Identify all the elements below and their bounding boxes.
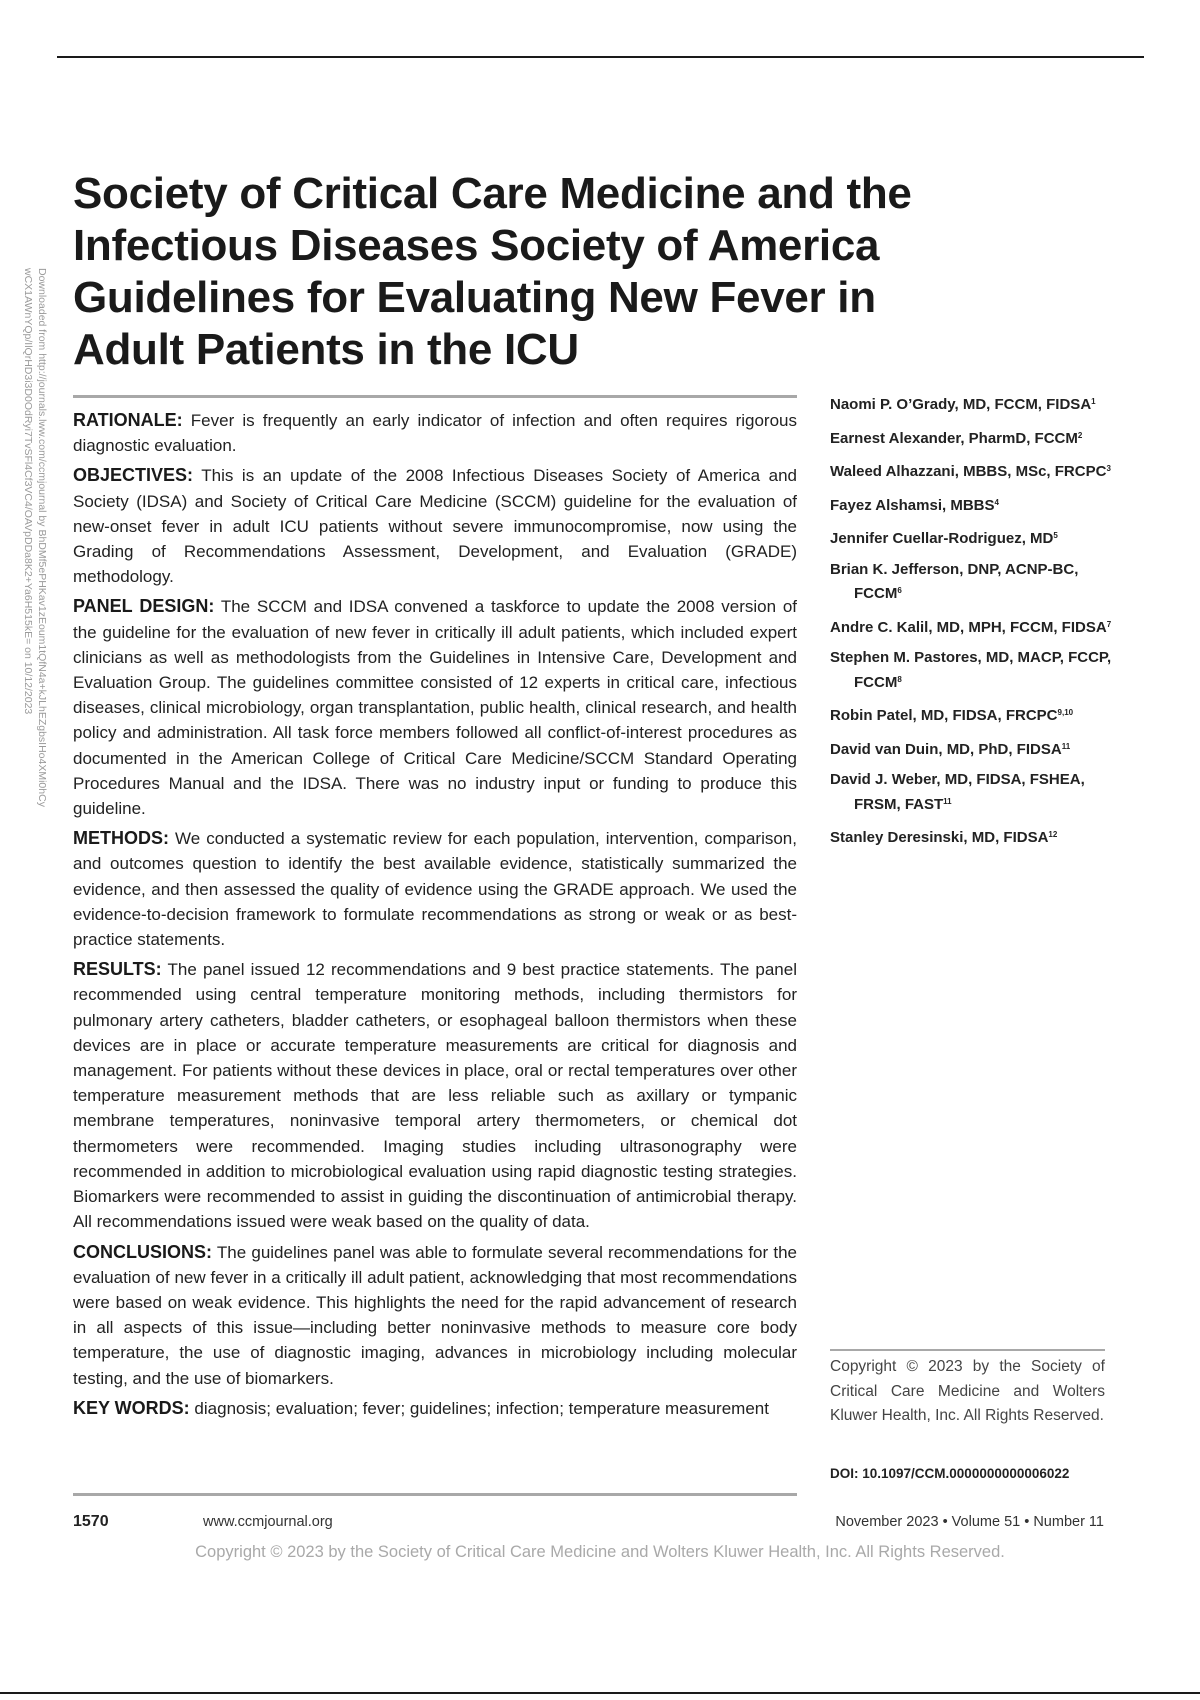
author-name: Jennifer Cuellar-Rodriguez, MD [830,530,1054,547]
watermark-line-1: Downloaded from http://journals.lww.com/ccmjournal by BhDMf5ePHKav1zEoum1tQfN4a+kJLhEZgbsIHo4XMi0hCy [36,268,48,807]
copyright-notice: Copyright © 2023 by the Society of Critical Care Medicine and Wolters Kluwer Health, Inc. All Rights Reserved. [830,1358,1105,1424]
author-name: Stanley Deresinski, MD, FIDSA [830,829,1049,846]
abstract-objectives [73,463,797,589]
author [830,736,1120,761]
author-name: Fayez Alshamsi, MBBS [830,496,995,514]
abstract-text: The SCCM and IDSA convened a taskforce to update the 2008 version of the guideline for the evaluation of new fever in critically ill adult patients, which included expert clinicians as well as methodologists from the Guidelines in Intensive Care, Development and Evaluation Group. The guidelines committee consisted of 12 experts in critical care, infectious diseases, clinical microbiology, organ transplantation, public health, clinical research, and health policy and administration. All task force members followed all conflict-of-interest procedures as documented in the American College of Critical Care Medicine/SCCM Standard Operating Procedures Manual and the IDSA. There was no industry input or funding to produce this guideline. [73,597,797,819]
abstract-label: OBJECTIVES: [73,465,194,486]
abstract [73,408,797,1426]
abstract-label: PANEL DESIGN: [73,596,215,617]
author-affiliation: 12 [1048,830,1058,839]
abstract-label: RESULTS: [73,959,162,980]
author-name: David van Duin, MD, PhD, FIDSA [830,740,1062,758]
author [830,769,1120,815]
watermark-line-2: wCX1AWnYQp/IlQrHD3i3D0OdRyi7TvSFl4Cf3VC4/OAVpDDa8K2+Ya6H515kE= on 10/12/2023 [22,268,34,715]
abstract-text: The guidelines panel was able to formulate several recommendations for the evaluation of new fever in a critically ill adult patient, acknowledging that most recommendations were based on weak evidence. This highlights the need for the rapid advancement of research in all aspects of this issue—including better noninvasive methods to measure core body temperature, the use of diagnostic imaging, advances in microbiology including molecular testing, and the use of biomarkers. [73,1242,797,1388]
author-name: Earnest Alexander, PharmD, FCCM [830,429,1078,447]
abstract-text: Fever is frequently an early indicator of infection and often requires rigorous diagnostic evaluation. [73,411,797,456]
author [830,458,1120,483]
author-affiliation: 11 [943,796,952,806]
abstract-label: KEY WORDS: [73,1397,190,1418]
doi-link[interactable]: DOI: 10.1097/CCM.0000000000006022 [830,1466,1070,1481]
author-affiliation: 5 [1053,531,1058,540]
abstract-text: This is an update of the 2008 Infectious Diseases Society of America and Society (IDSA) and Society of Critical Care Medicine (SCCM) guideline for the evaluation of new-onset fever in adult ICU patients without severe immunocompromise, now using the Grading of Recommendations Assessment, Development, and Evaluation (GRADE) methodology. [73,466,797,587]
author-affiliation: 4 [994,497,999,507]
abstract-text: We conducted a systematic review for each population, intervention, comparison, and outcomes question to identify the best available evidence, statistically summarized the evidence, and then assessed the quality of evidence using the GRADE approach. We used the evidence-to-decision framework to formulate recommendations as strong or weak or as best-practice statements. [73,829,797,950]
author-name: Stephen M. Pastores, MD, MACP, FCCP, FCCM [830,649,1112,691]
author-affiliation: 6 [897,586,902,595]
abstract-text: The panel issued 12 recommendations and 9 best practice statements. The panel recommended using central temperature monitoring methods, including thermistors for pulmonary artery catheters, bladder catheters, or esophageal balloon thermistors when these devices are in place or accurate temperature measurements are critical for diagnosis and management. For patients without these devices in place, oral or rectal temperatures over other temperature measurement methods that are less reliable such as axillary or tympanic membrane temperatures, noninvasive temporal artery thermometers, or chemical dot thermometers were recommended. Imaging studies including ultrasonography were recommended in addition to microbiological evaluation using rapid diagnostic testing strategies. Biomarkers were recommended to assist in guiding the discontinuation of antimicrobial therapy. All recommendations issued were weak based on the quality of data. [73,960,797,1232]
author [830,614,1120,639]
author-affiliation: 3 [1106,464,1111,473]
author-affiliation: 9,10 [1057,708,1074,717]
bottom-rule [0,1692,1200,1694]
author-name: Naomi P. O’Grady, MD, FCCM, FIDSA [830,396,1092,413]
author-name: Brian K. Jefferson, DNP, ACNP-BC, FCCM [830,560,1079,602]
author-affiliation: 2 [1077,430,1083,440]
abstract-rationale [73,408,797,458]
author [830,391,1120,416]
abstract-label: CONCLUSIONS: [73,1241,212,1262]
author-name: Waleed Alhazzani, MBBS, MSc, FRCPC [830,463,1107,480]
author [830,824,1120,849]
author [830,559,1120,605]
abstract-top-rule [73,395,797,398]
journal-url-link[interactable]: www.ccmjournal.org [203,1514,333,1530]
author-name: David J. Weber, MD, FIDSA, FSHEA, FRSM, FAST [830,771,1085,813]
author-affiliation: 8 [897,674,902,684]
issue-info: November 2023 • Volume 51 • Number 11 [835,1514,1104,1530]
author [830,525,1120,550]
author-list [830,391,1120,858]
author-affiliation: 7 [1106,619,1112,629]
top-rule [57,56,1144,58]
copyright-rule [830,1349,1105,1351]
article-title: Society of Critical Care Medicine and the Infectious Diseases Society of America Guidelines for Evaluating New Fever in Adult Patients in the ICU [73,169,912,374]
author-affiliation: 1 [1091,397,1096,406]
author [830,492,1120,517]
abstract-panel-design [73,594,797,821]
page-number: 1570 [73,1513,109,1530]
abstract-label: METHODS: [73,828,169,849]
download-watermark [21,268,49,807]
author [830,425,1120,450]
author [830,702,1120,727]
author-affiliation: 11 [1061,741,1071,751]
abstract-results [73,957,797,1234]
abstract-key-words [73,1396,797,1421]
abstract-bottom-rule [73,1493,797,1496]
author-name: Andre C. Kalil, MD, MPH, FCCM, FIDSA [830,618,1107,636]
abstract-methods [73,826,797,952]
abstract-text: diagnosis; evaluation; fever; guidelines; infection; temperature measurement [194,1398,769,1418]
abstract-label: RATIONALE: [73,410,183,430]
abstract-conclusions [73,1240,797,1391]
author-name: Robin Patel, MD, FIDSA, FRCPC [830,707,1058,724]
footer-copyright: Copyright © 2023 by the Society of Critical Care Medicine and Wolters Kluwer Health, Inc. All Rights Reserved. [195,1543,1005,1561]
author [830,647,1120,693]
